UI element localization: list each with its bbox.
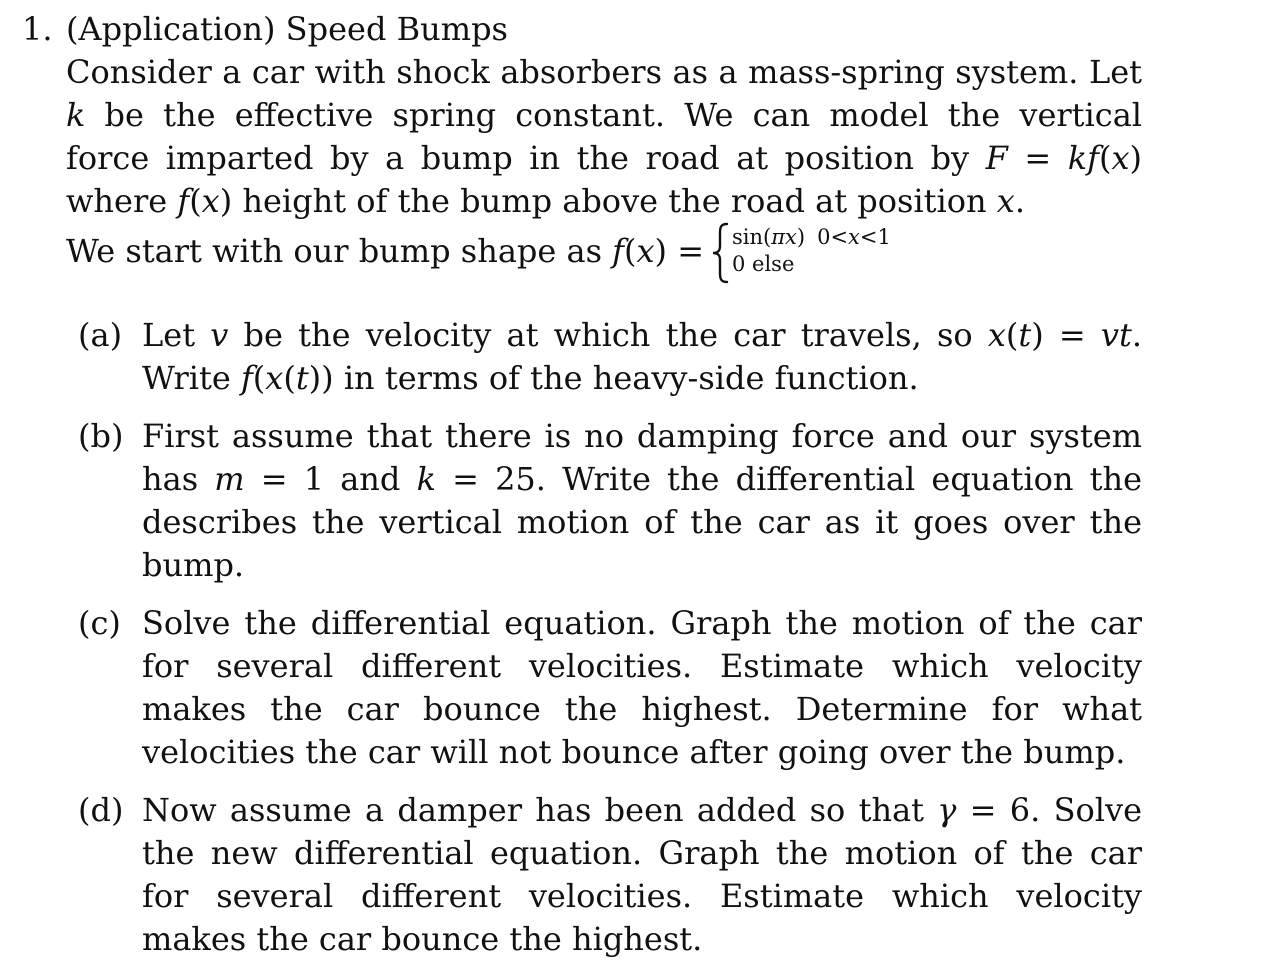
math-symbol: m <box>214 460 245 498</box>
text-segment: Let <box>142 316 211 354</box>
text-segment: . <box>1014 182 1025 220</box>
text-segment: We start with our bump shape as <box>66 232 613 270</box>
case-rows <box>732 224 891 278</box>
text-segment: sin( <box>732 225 772 249</box>
math-symbol: x <box>848 225 860 249</box>
text-segment: ( <box>189 182 202 220</box>
text-segment: be the velocity at which the car travels, so <box>228 316 988 354</box>
text-segment: Solve the differential equation. Graph the motion of the car for several different velocities. Estimate which velocity makes the car bounce the highest. Determine for what velocities the car will not bounce after going over the bump. <box>142 604 1142 771</box>
math-symbol: F <box>985 139 1008 177</box>
math-symbol: v <box>210 316 229 354</box>
part-c-text <box>142 602 1142 774</box>
text-segment: ( <box>283 359 296 397</box>
math-symbol: vt <box>1100 316 1132 354</box>
bump-definition <box>66 224 1142 284</box>
part-a-label: (a) <box>78 316 123 354</box>
bump-definition-lead <box>66 230 704 273</box>
part-b-text <box>142 415 1142 587</box>
part-c <box>78 602 1142 774</box>
math-symbol: t <box>1018 316 1032 354</box>
text-segment: <1 <box>859 225 891 249</box>
problem-header <box>22 8 508 50</box>
text-segment: = 1 and <box>244 460 417 498</box>
text-segment: = 6. Solve the new differential equation. Graph the motion of the car for several different velocities. Estimate which velocity makes the car bounce the highest. <box>142 791 1143 958</box>
math-symbol: x <box>1111 139 1130 177</box>
text-segment: ) height of the bump above the road at position <box>219 182 997 220</box>
math-symbol: x <box>996 182 1015 220</box>
part-d-text <box>142 789 1142 961</box>
text-segment: First assume that there is no damping force and our system has <box>142 417 1142 498</box>
text-segment: ) = <box>654 232 704 270</box>
case-row-2 <box>732 251 891 278</box>
math-symbol: x <box>636 232 655 270</box>
math-symbol: f <box>612 232 624 270</box>
case-1-value <box>732 225 805 249</box>
problem-body <box>66 51 1142 284</box>
part-b-label: (b) <box>78 417 124 455</box>
text-segment: 0 else <box>732 252 795 276</box>
math-symbol: x <box>201 182 220 220</box>
math-symbol: γ <box>937 791 957 829</box>
part-a-text <box>142 314 1142 400</box>
text-segment: 0< <box>817 225 849 249</box>
text-segment: Consider a car with shock absorbers as a mass-spring system. Let <box>66 53 1142 91</box>
case-2-value <box>732 252 794 276</box>
problem-title: (Application) Speed Bumps <box>66 10 508 48</box>
math-symbol: kf <box>1067 139 1099 177</box>
math-symbol: f <box>240 359 253 397</box>
problem-intro <box>66 51 1142 223</box>
part-a <box>78 314 1142 400</box>
left-brace-icon <box>710 222 730 284</box>
math-symbol: k <box>416 460 436 498</box>
math-symbol: f <box>177 182 190 220</box>
part-b <box>78 415 1142 587</box>
text-segment: ) where <box>66 139 1143 220</box>
math-symbol: x <box>987 316 1006 354</box>
text-segment: ( <box>1099 139 1112 177</box>
problem-parts <box>78 314 1142 976</box>
text-segment: ) <box>796 225 806 249</box>
text-segment: ( <box>252 359 266 397</box>
text-segment: )) in terms of the heavy-side function. <box>308 359 919 397</box>
math-symbol: x <box>265 359 284 397</box>
text-segment: ( <box>1005 316 1019 354</box>
math-symbol: πx <box>771 225 797 249</box>
case-row-1 <box>732 224 891 251</box>
part-d <box>78 789 1142 961</box>
problem-number: 1. <box>22 10 53 48</box>
part-d-label: (d) <box>78 791 124 829</box>
part-c-label: (c) <box>78 604 121 642</box>
math-symbol: k <box>66 96 86 134</box>
case-1-condition <box>817 225 891 249</box>
text-segment: . Write <box>142 316 1143 397</box>
text-segment: Now assume a damper has been added so that <box>142 791 938 829</box>
text-segment: ( <box>624 232 637 270</box>
text-segment: = <box>1007 139 1068 177</box>
text-segment: be the effective spring constant. We can model the vertical force imparted by a bump in the road at position by <box>66 96 1142 177</box>
text-segment: = 25. Write the differential equation the describes the vertical motion of the car as it goes over the bump. <box>142 460 1143 584</box>
text-segment: ) = <box>1031 316 1101 354</box>
math-symbol: t <box>295 359 309 397</box>
